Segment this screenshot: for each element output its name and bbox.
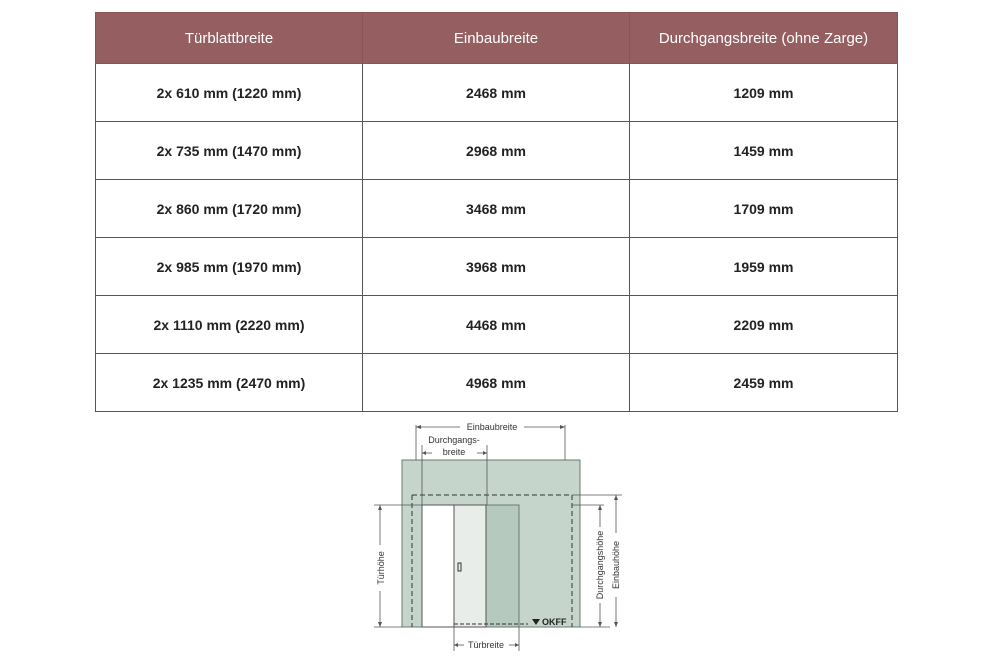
cell-einbaubreite: 4968 mm: [363, 354, 630, 412]
cell-durchgangsbreite: 1959 mm: [630, 238, 898, 296]
table-row: [96, 180, 898, 238]
cell-tuerblattbreite: 2x 1110 mm (2220 mm): [96, 296, 363, 354]
header-tuerblattbreite: Türblattbreite: [96, 13, 363, 64]
label-einbaubreite: Einbaubreite: [466, 422, 518, 432]
cell-tuerblattbreite: 2x 610 mm (1220 mm): [96, 64, 363, 122]
cell-einbaubreite: 3468 mm: [363, 180, 630, 238]
header-durchgangsbreite: Durchgangsbreite (ohne Zarge): [630, 13, 898, 64]
cell-einbaubreite: 4468 mm: [363, 296, 630, 354]
label-durchgangsbreite-line2: breite: [442, 447, 466, 457]
dimensions-table: [95, 12, 898, 412]
cell-durchgangsbreite: 1459 mm: [630, 122, 898, 180]
cell-durchgangsbreite: 2209 mm: [630, 296, 898, 354]
table-row: [96, 64, 898, 122]
table-header-row: [96, 13, 898, 64]
table-row: [96, 354, 898, 412]
table-row: [96, 238, 898, 296]
label-durchgangsbreite-line1: Durchgangs-: [428, 435, 480, 445]
cell-durchgangsbreite: 2459 mm: [630, 354, 898, 412]
table-row: [96, 296, 898, 354]
cell-tuerblattbreite: 2x 735 mm (1470 mm): [96, 122, 363, 180]
label-durchgangshoehe: Durchgangshöhe: [595, 530, 605, 600]
label-okff: OKFF: [542, 617, 567, 627]
door-opening: [422, 505, 454, 627]
installation-diagram: [360, 415, 640, 660]
header-einbaubreite: Einbaubreite: [363, 13, 630, 64]
cell-tuerblattbreite: 2x 1235 mm (2470 mm): [96, 354, 363, 412]
door-leaf: [454, 505, 486, 627]
cell-durchgangsbreite: 1709 mm: [630, 180, 898, 238]
cell-einbaubreite: 2468 mm: [363, 64, 630, 122]
label-tuerhoehe: Türhöhe: [376, 551, 386, 585]
cell-tuerblattbreite: 2x 985 mm (1970 mm): [96, 238, 363, 296]
cell-durchgangsbreite: 1209 mm: [630, 64, 898, 122]
table-row: [96, 122, 898, 180]
label-tuerbreite: Türbreite: [467, 640, 505, 650]
cell-einbaubreite: 2968 mm: [363, 122, 630, 180]
label-einbauhoehe: Einbauhöhe: [611, 540, 621, 590]
cell-einbaubreite: 3968 mm: [363, 238, 630, 296]
cell-tuerblattbreite: 2x 860 mm (1720 mm): [96, 180, 363, 238]
